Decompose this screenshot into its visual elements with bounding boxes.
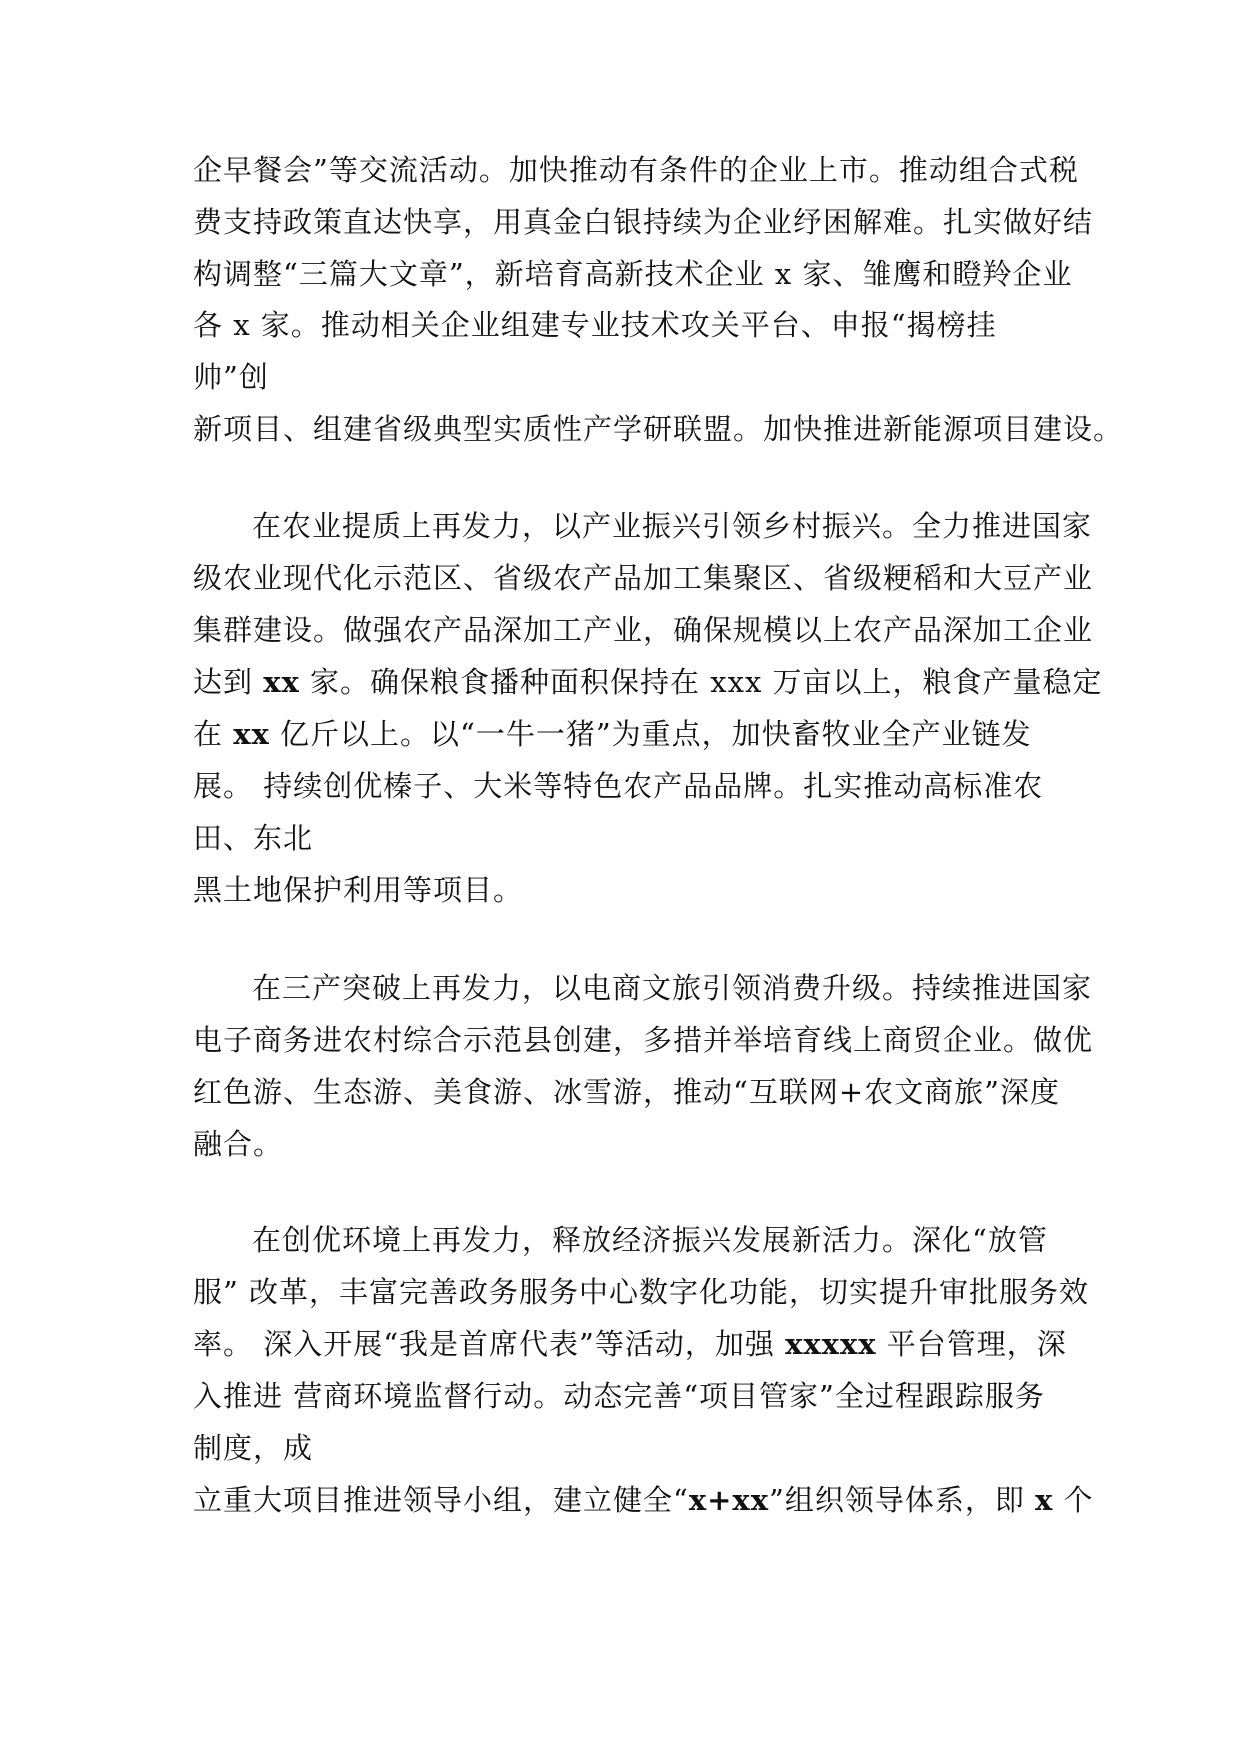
text-line: 入推进 营商环境监督行动。动态完善“项目管家”全过程跟踪服务 bbox=[193, 1379, 1045, 1413]
text-line: 服” 改革，丰富完善政务服务中心数字化功能，切实提升审批服务效 bbox=[193, 1275, 1090, 1309]
text-segment: 平台管理，深 bbox=[876, 1327, 1067, 1361]
text-line: 融合。 bbox=[193, 1127, 284, 1161]
placeholder-value: xx bbox=[263, 665, 300, 699]
text-segment: 个 bbox=[1053, 1483, 1094, 1517]
text-segment: 家。确保粮食播种面积保持在 xxx 万亩以上，粮食产量稳定 bbox=[299, 665, 1103, 699]
text-line: 费支持政策直达快享，用真金白银持续为企业纾困解难。扎实做好结 bbox=[193, 205, 1094, 239]
paragraph-start-line: 在创优环境上再发力，释放经济振兴发展新活力。深化“放管 bbox=[252, 1223, 1048, 1257]
paragraph-start-line: 在三产突破上再发力，以电商文旅引领消费升级。持续推进国家 bbox=[252, 971, 1093, 1005]
text-line: 黑土地保护利用等项目。 bbox=[193, 873, 524, 907]
text-line: 田、东北 bbox=[193, 821, 314, 855]
text-line: 电子商务进农村综合示范县创建，多措并举培育线上商贸企业。做优 bbox=[193, 1023, 1094, 1057]
text-segment: 达到 bbox=[193, 665, 264, 699]
text-line: 级农业现代化示范区、省级农产品加工集聚区、省级粳稻和大豆产业 bbox=[193, 561, 1094, 595]
text-line: 展。 持续创优榛子、大米等特色农产品品牌。扎实推动高标准农 bbox=[193, 769, 1044, 803]
text-line: 构调整“三篇大文章”，新培育高新技术企业 x 家、雏鹰和瞪羚企业 bbox=[193, 257, 1073, 291]
text-line bbox=[193, 664, 1103, 700]
placeholder-value: x+xx bbox=[688, 1483, 769, 1517]
text-segment: 在 bbox=[193, 717, 234, 751]
text-line: 集群建设。做强农产品深加工产业，确保规模以上农产品深加工企业 bbox=[193, 613, 1094, 647]
text-line: 各 x 家。推动相关企业组建专业技术攻关平台、申报“揭榜挂 bbox=[193, 308, 997, 342]
placeholder-value: xxxxx bbox=[785, 1327, 877, 1361]
text-line bbox=[193, 1326, 1067, 1362]
text-line: 新项目、组建省级典型实质性产学研联盟。加快推进新能源项目建设。 bbox=[193, 412, 1124, 446]
text-line bbox=[193, 716, 1032, 752]
paragraph-start-line: 在农业提质上再发力，以产业振兴引领乡村振兴。全力推进国家 bbox=[252, 509, 1093, 543]
text-segment: 亿斤以上。以“一牛一猪”为重点，加快畜牧业全产业链发 bbox=[269, 717, 1032, 751]
text-line: 红色游、生态游、美食游、冰雪游，推动“互联网+农文商旅”深度 bbox=[193, 1075, 1060, 1109]
text-segment: 立重大项目推进领导小组，建立健全“ bbox=[193, 1483, 689, 1517]
text-line: 制度，成 bbox=[193, 1431, 314, 1465]
text-line bbox=[193, 1482, 1094, 1518]
text-line: 企早餐会”等交流活动。加快推动有条件的企业上市。推动组合式税 bbox=[193, 153, 1079, 187]
placeholder-value: xx bbox=[233, 717, 270, 751]
text-segment: ”组织领导体系，即 bbox=[769, 1483, 1036, 1517]
text-segment: 率。 深入开展“我是首席代表”等活动，加强 bbox=[193, 1327, 786, 1361]
placeholder-value: x bbox=[1035, 1483, 1054, 1517]
text-line: 帅”创 bbox=[193, 360, 269, 394]
